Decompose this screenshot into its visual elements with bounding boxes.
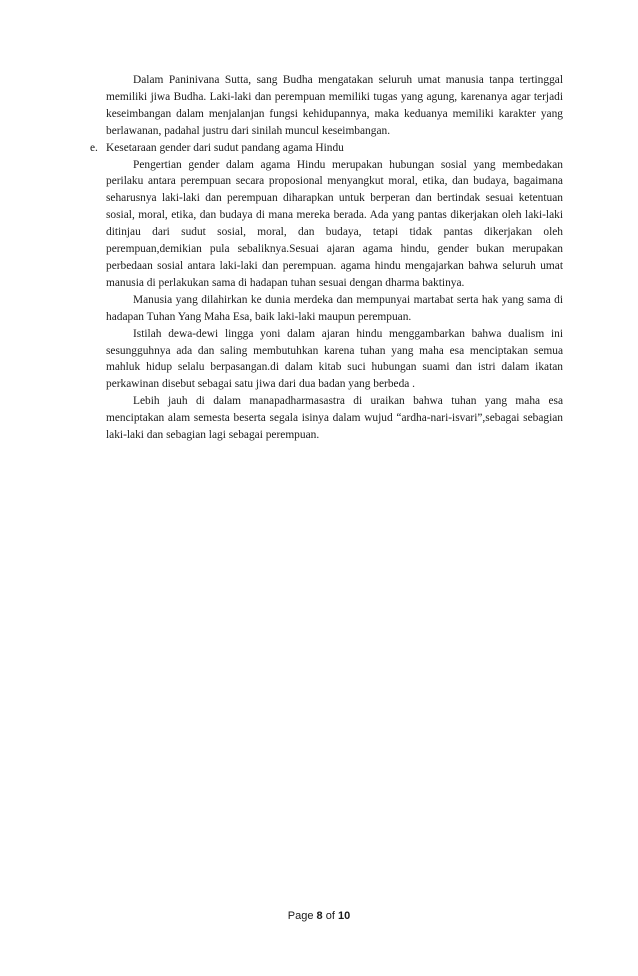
page-number: 8	[316, 910, 323, 922]
of-label: of	[325, 910, 335, 922]
paragraph-buddha: Dalam Paninivana Sutta, sang Budha mengatakan seluruh umat manusia tanpa tertinggal memiliki jiwa Budha. Laki-laki dan perempuan memiliki tugas yang agung, karenanya agar terjadi keseimbangan dalam menjalanjan fungsi kehidupannya, maka keduanya memiliki karakter yang berlawanan, padahal justru dari sinilah muncul keseimbangan.	[106, 74, 563, 137]
page-label: Page	[287, 910, 314, 922]
section-marker: e.	[90, 141, 98, 154]
total-pages: 10	[337, 910, 351, 922]
page-footer	[0, 910, 638, 922]
section-heading	[90, 140, 563, 157]
page-content	[90, 72, 563, 444]
paragraph-equal-rights: Manusia yang dilahirkan ke dunia merdeka dan mempunyai martabat serta hak yang sama di hadapan Tuhan Yang Maha Esa, baik laki-laki maupun perempuan.	[106, 293, 563, 323]
paragraph-ardha-nari-isvari: Lebih jauh di dalam manapadharmasastra di uraikan bahwa tuhan yang maha esa menciptakan alam semesta beserta segala isinya dalam wujud “ardha-nari-isvari”,sebagai sebagian laki-laki dan sebagian lagi sebagai perempuan.	[106, 395, 563, 442]
paragraph-gender-definition: Pengertian gender dalam agama Hindu merupakan hubungan sosial yang membedakan perilaku antara perempuan secara proposional menyangkut moral, etika, dan budaya, bagaimana seharusnya laki-laki dan perempuan diharapkan untuk berperan dan bertindak sesuai ketentuan sosial, moral, etika, dan budaya di mana mereka berada. Ada yang pantas dikerjakan oleh laki-laki ditinjau dari sudut sosial, moral, dan budaya, tetapi tidak pantas dikerjakan oleh perempuan,demikian pula sebaliknya.Sesuai ajaran agama hindu, gender bukan merupakan perbedaan sosial antara laki-laki dan perempuan. agama hindu mengajarkan bahwa seluruh umat manusia di perlakukan sama di hadapan tuhan sesuai dengan dharma baktinya.	[106, 158, 563, 289]
paragraph-lingga-yoni: Istilah dewa-dewi lingga yoni dalam ajaran hindu menggambarkan bahwa dualism ini sesungguhnya ada dan saling membutuhkan karena tuhan yang maha esa menciptakan semua mahluk hidup selalu berpasangan.di dalam kitab suci hubungan suami dan istri dalam ikatan perkawinan disebut sebagai satu jiwa dari dua badan yang berbeda .	[106, 327, 563, 391]
section-heading-text: Kesetaraan gender dari sudut pandang agama Hindu	[106, 141, 344, 154]
